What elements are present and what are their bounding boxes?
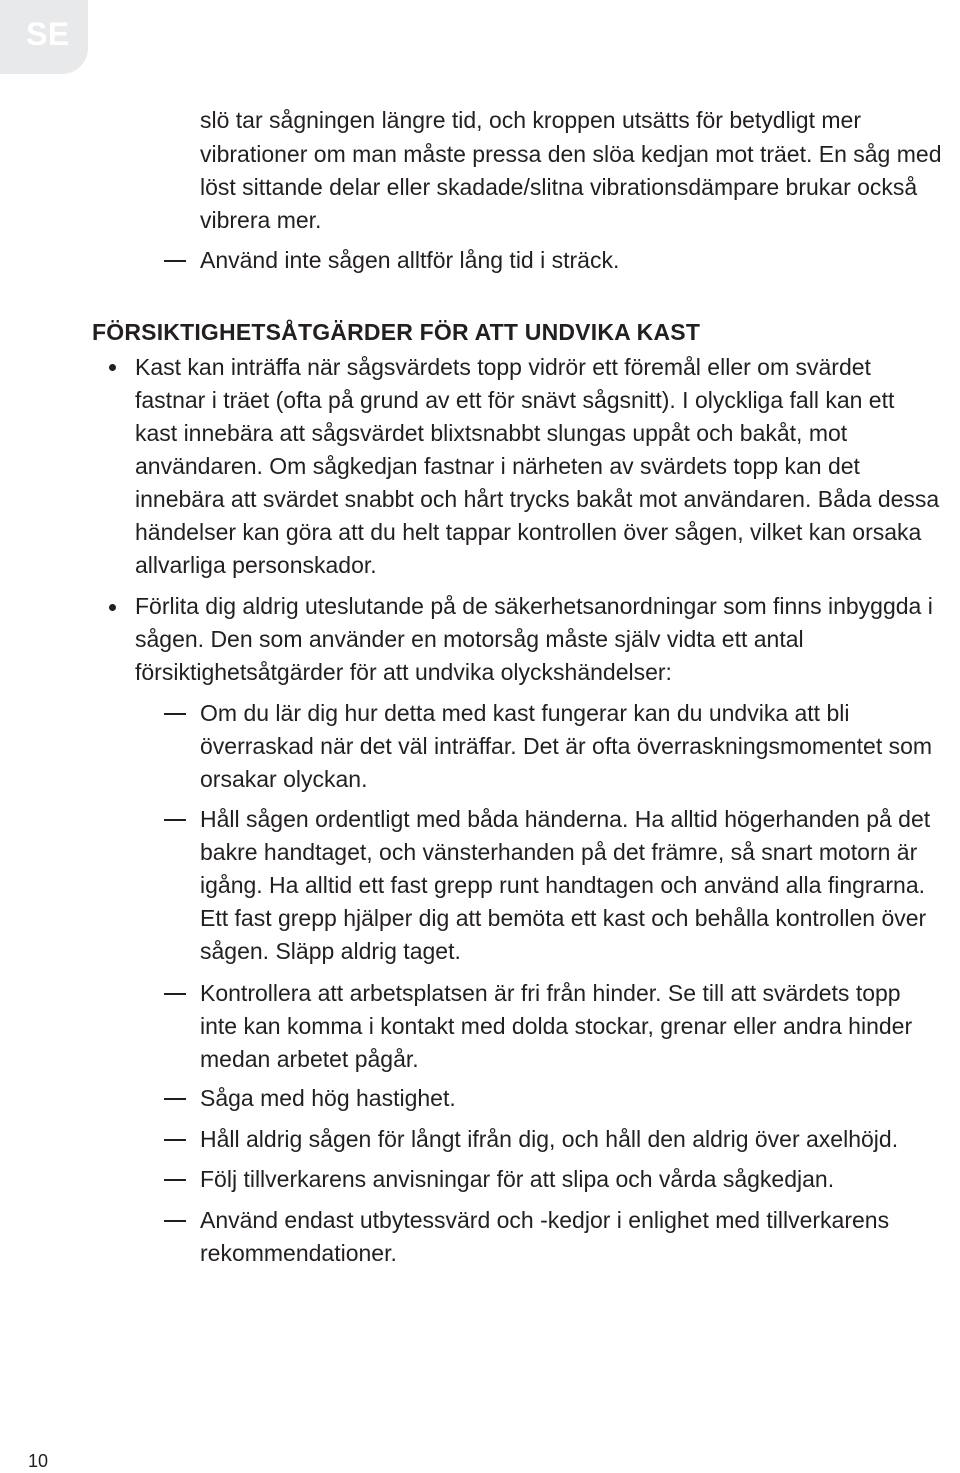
language-tab [0, 0, 88, 74]
sub-item-line: bakre handtaget, och vänsterhanden på det främre, så snart motorn är [200, 839, 918, 865]
bullet-line: kast innebära att sågsvärdet blixtsnabbt slungas uppåt och bakåt, mot [135, 420, 848, 446]
dash-icon [164, 713, 186, 715]
intro-line: vibrationer om man måste pressa den slöa kedjan mot träet. En såg med [200, 141, 942, 167]
bullet-line: försiktighetsåtgärder för att undvika olyckshändelser: [135, 659, 672, 685]
bullet-line: Kast kan inträffa när sågsvärdets topp vidrör ett föremål eller om svärdet [135, 354, 871, 380]
page-number: 10 [28, 1451, 49, 1471]
sub-item-line: medan arbetet pågår. [200, 1046, 419, 1072]
sub-item-line: igång. Ha alltid ett fast grepp runt handtagen och använd alla fingrarna. [200, 872, 925, 898]
sub-item-line: orsakar olyckan. [200, 766, 368, 792]
sub-item-line: inte kan komma i kontakt med dolda stockar, grenar eller andra hinder [200, 1013, 913, 1039]
dash-icon [164, 1098, 186, 1100]
sub-item-line: Om du lär dig hur detta med kast fungerar kan du undvika att bli [200, 700, 850, 726]
intro-line: vibrera mer. [200, 207, 322, 233]
dash-icon [164, 1220, 186, 1222]
dash-item-text: Använd inte sågen alltför lång tid i sträck. [200, 247, 620, 273]
bullet-line: allvarliga personskador. [135, 552, 377, 578]
sub-item-line: Såga med hög hastighet. [200, 1085, 456, 1111]
dash-icon [164, 819, 186, 821]
bullet-line: användaren. Om sågkedjan fastnar i närheten av svärdets topp kan det [135, 453, 860, 479]
sub-item-line: Håll aldrig sågen för långt ifrån dig, och håll den aldrig över axelhöjd. [200, 1126, 899, 1152]
dash-icon [164, 1179, 186, 1181]
sub-item-line: rekommendationer. [200, 1240, 397, 1266]
section-heading: FÖRSIKTIGHETSÅTGÄRDER FÖR ATT UNDVIKA KAST [92, 319, 701, 345]
sub-item-line: Ett fast grepp hjälper dig att bemöta ett kast och behålla kontrollen över [200, 905, 927, 931]
sub-item-line: överraskad när det väl inträffar. Det är ofta överraskningsmomentet som [200, 733, 933, 759]
sub-item-line: Kontrollera att arbetsplatsen är fri från hinder. Se till att svärdets topp [200, 980, 901, 1006]
sub-item-line: sågen. Släpp aldrig taget. [200, 938, 461, 964]
sub-item-line: Använd endast utbytessvärd och -kedjor i enlighet med tillverkarens [200, 1207, 890, 1233]
dash-icon [164, 260, 186, 262]
bullet-icon [109, 604, 116, 611]
dash-icon [164, 993, 186, 995]
sub-item-line: Följ tillverkarens anvisningar för att slipa och vårda sågkedjan. [200, 1166, 835, 1192]
dash-icon [164, 1139, 186, 1141]
bullet-icon [109, 364, 116, 371]
bullet-line: händelser kan göra att du helt tappar kontrollen över sågen, vilket kan orsaka [135, 519, 922, 545]
bullet-line: fastnar i träet (ofta på grund av ett för snävt sågsnitt). I olyckliga fall kan ett [135, 387, 895, 413]
intro-line: löst sittande delar eller skadade/slitna vibrationsdämpare brukar också [200, 174, 918, 200]
intro-line: slö tar sågningen längre tid, och kroppen utsätts för betydligt mer [200, 107, 861, 133]
bullet-line: sågen. Den som använder en motorsåg måste själv vidta ett antal [135, 626, 804, 652]
language-code: SE [26, 16, 70, 52]
sub-item-line: Håll sågen ordentligt med båda händerna. Ha alltid högerhanden på det [200, 806, 931, 832]
bullet-line: innebära att svärdet snabbt och hårt trycks bakåt mot användaren. Båda dessa [135, 486, 940, 512]
bullet-line: Förlita dig aldrig uteslutande på de säkerhetsanordningar som finns inbyggda i [135, 593, 933, 619]
